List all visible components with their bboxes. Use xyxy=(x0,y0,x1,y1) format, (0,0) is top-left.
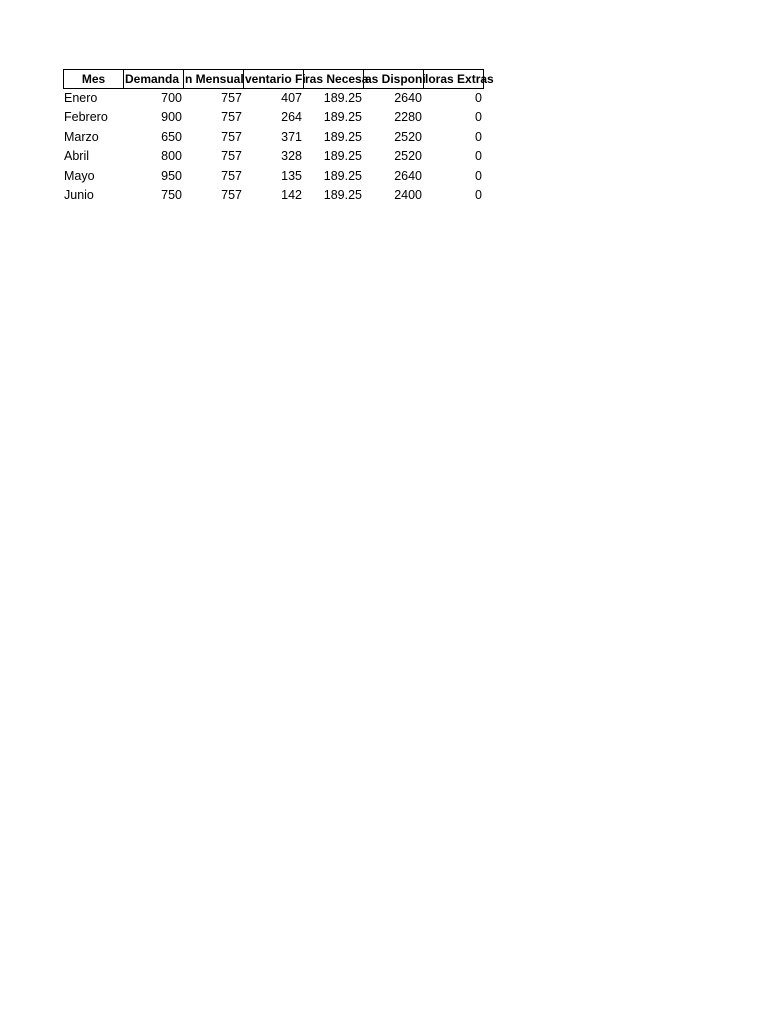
cell-horas-extras[interactable]: 0 xyxy=(475,187,482,202)
cell-mes[interactable]: Marzo xyxy=(64,129,99,144)
cell-demanda[interactable]: 800 xyxy=(161,149,182,164)
cell-horas-disponibles[interactable]: 2640 xyxy=(394,91,422,105)
cell-inventario-final[interactable]: 407 xyxy=(281,91,302,105)
table-row xyxy=(63,108,483,127)
header-cell-horas-necesarias[interactable]: ras Necesa xyxy=(303,69,364,89)
cell-produccion-mensual[interactable]: 757 xyxy=(221,168,242,183)
cell-inventario-final[interactable]: 142 xyxy=(281,187,302,202)
spreadsheet-table xyxy=(63,69,494,205)
cell-horas-disponibles[interactable]: 2640 xyxy=(394,168,422,183)
cell-demanda[interactable]: 900 xyxy=(161,110,182,125)
cell-horas-extras[interactable]: 0 xyxy=(475,110,482,125)
cell-horas-extras[interactable]: 0 xyxy=(475,149,482,164)
table-row xyxy=(63,167,483,186)
cell-horas-disponibles[interactable]: 2280 xyxy=(394,110,422,125)
cell-produccion-mensual[interactable]: 757 xyxy=(221,129,242,144)
cell-mes[interactable]: Febrero xyxy=(64,110,108,125)
header-cell-mes[interactable]: Mes xyxy=(63,69,124,89)
cell-inventario-final[interactable]: 371 xyxy=(281,129,302,144)
cell-horas-necesarias[interactable]: 189.25 xyxy=(323,187,362,202)
cell-mes[interactable]: Junio xyxy=(64,187,94,202)
cell-produccion-mensual[interactable]: 757 xyxy=(221,149,242,164)
cell-demanda[interactable]: 750 xyxy=(161,187,182,202)
cell-horas-necesarias[interactable]: 189.25 xyxy=(323,149,362,164)
header-cell-produccion-mensual[interactable]: n Mensual xyxy=(183,69,244,89)
header-row xyxy=(63,69,494,89)
cell-horas-extras[interactable]: 0 xyxy=(475,129,482,144)
table-row xyxy=(63,147,483,166)
cell-produccion-mensual[interactable]: 757 xyxy=(221,110,242,125)
header-cell-horas-disponibles[interactable]: as Disponi xyxy=(363,69,424,89)
cell-horas-necesarias[interactable]: 189.25 xyxy=(323,91,362,105)
cell-horas-necesarias[interactable]: 189.25 xyxy=(323,129,362,144)
cell-mes[interactable]: Abril xyxy=(64,149,90,164)
cell-demanda[interactable]: 700 xyxy=(161,91,182,105)
cell-horas-necesarias[interactable]: 189.25 xyxy=(323,110,362,125)
cell-inventario-final[interactable]: 264 xyxy=(281,110,302,125)
cell-inventario-final[interactable]: 328 xyxy=(281,149,302,164)
cell-mes[interactable]: Mayo xyxy=(64,168,95,183)
table-row xyxy=(63,128,483,147)
header-cell-inventario-final[interactable]: ventario Fi xyxy=(243,69,304,89)
cell-produccion-mensual[interactable]: 757 xyxy=(221,91,242,105)
cell-demanda[interactable]: 950 xyxy=(161,168,182,183)
cell-horas-disponibles[interactable]: 2400 xyxy=(394,187,422,202)
cell-mes[interactable]: Enero xyxy=(64,91,98,105)
cell-horas-extras[interactable]: 0 xyxy=(475,91,482,105)
header-cell-demanda[interactable]: Demanda xyxy=(123,69,184,89)
header-cell-horas-extras[interactable]: loras Extras xyxy=(423,69,484,89)
table-row xyxy=(63,89,483,108)
cell-horas-disponibles[interactable]: 2520 xyxy=(394,129,422,144)
cell-horas-disponibles[interactable]: 2520 xyxy=(394,149,422,164)
table-row xyxy=(63,186,483,205)
cell-horas-necesarias[interactable]: 189.25 xyxy=(323,168,362,183)
cell-inventario-final[interactable]: 135 xyxy=(281,168,302,183)
cell-produccion-mensual[interactable]: 757 xyxy=(221,187,242,202)
cell-demanda[interactable]: 650 xyxy=(161,129,182,144)
cell-horas-extras[interactable]: 0 xyxy=(475,168,482,183)
